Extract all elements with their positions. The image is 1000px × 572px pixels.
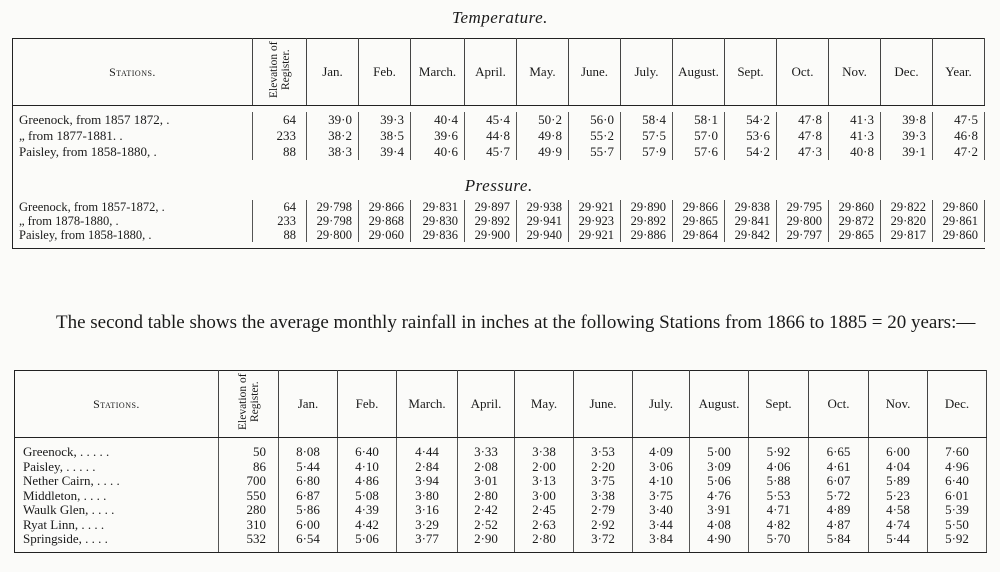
temperature-value: 39·3 <box>881 128 933 144</box>
temperature-value: 38·2 <box>307 128 359 144</box>
month-header: Nov. <box>869 371 928 438</box>
rainfall-value: 4·74 <box>869 518 928 533</box>
month-header: April. <box>458 371 515 438</box>
rainfall-value: 5·00 <box>690 445 749 460</box>
station-name: Middleton, . . . . <box>15 489 219 504</box>
spacer-cell <box>307 242 359 249</box>
pressure-value: 29·866 <box>359 200 411 214</box>
temperature-header-row <box>13 39 985 106</box>
month-header: July. <box>633 371 690 438</box>
rainfall-value: 3·33 <box>458 445 515 460</box>
rainfall-value: 6·40 <box>928 474 987 489</box>
pressure-value: 29·838 <box>725 200 777 214</box>
temperature-value: 39·0 <box>307 112 359 128</box>
station-name: Greenock, from 1857 1872, . <box>13 112 253 128</box>
rainfall-value: 4·42 <box>338 518 397 533</box>
pressure-value: 29·886 <box>621 228 673 242</box>
temperature-value: 41·3 <box>829 112 881 128</box>
rainfall-value: 3·72 <box>574 532 633 547</box>
pressure-value: 29·864 <box>673 228 725 242</box>
month-header: May. <box>517 39 569 106</box>
pressure-value: 29·865 <box>829 228 881 242</box>
spacer-cell <box>809 547 869 553</box>
stations-header: Stations. <box>13 39 253 106</box>
rainfall-row <box>15 460 987 475</box>
station-name: Paisley, from 1858-1880, . <box>13 228 253 242</box>
temperature-value: 47·5 <box>933 112 985 128</box>
temperature-value: 45·4 <box>465 112 517 128</box>
rainfall-value: 3·77 <box>397 532 458 547</box>
rainfall-value: 5·08 <box>338 489 397 504</box>
rainfall-value: 3·84 <box>633 532 690 547</box>
station-name: Greenock, . . . . . <box>15 445 219 460</box>
month-header: Nov. <box>829 39 881 106</box>
spacer-cell <box>933 242 985 249</box>
rainfall-value: 4·82 <box>749 518 809 533</box>
rainfall-value: 5·92 <box>749 445 809 460</box>
rainfall-value: 3·00 <box>515 489 574 504</box>
temperature-value: 40·6 <box>411 144 465 160</box>
pressure-value: 29·941 <box>517 214 569 228</box>
pressure-value: 29·798 <box>307 200 359 214</box>
spacer-cell <box>359 242 411 249</box>
rainfall-value: 4·96 <box>928 460 987 475</box>
elevation-value: 86 <box>219 460 279 475</box>
spacer-cell <box>515 438 574 446</box>
temperature-value: 46·8 <box>933 128 985 144</box>
rainfall-value: 3·94 <box>397 474 458 489</box>
rainfall-value: 2·20 <box>574 460 633 475</box>
rainfall-value: 4·44 <box>397 445 458 460</box>
spacer-cell <box>338 547 397 553</box>
spacer-cell <box>219 438 279 446</box>
rainfall-value: 3·01 <box>458 474 515 489</box>
rainfall-value: 3·16 <box>397 503 458 518</box>
rainfall-value: 3·06 <box>633 460 690 475</box>
rainfall-value: 5·86 <box>279 503 338 518</box>
spacer-cell <box>574 438 633 446</box>
station-name: Paisley, . . . . . <box>15 460 219 475</box>
temperature-value: 49·9 <box>517 144 569 160</box>
temperature-value: 40·4 <box>411 112 465 128</box>
temperature-value: 41·3 <box>829 128 881 144</box>
pressure-value: 29·865 <box>673 214 725 228</box>
elevation-value: 280 <box>219 503 279 518</box>
rainfall-value: 6·80 <box>279 474 338 489</box>
station-name: „ from 1877-1881. . <box>13 128 253 144</box>
temperature-row <box>13 144 985 160</box>
rainfall-value: 4·89 <box>809 503 869 518</box>
pressure-value: 29·866 <box>673 200 725 214</box>
elevation-value: 64 <box>253 200 307 214</box>
pressure-value: 29·817 <box>881 228 933 242</box>
rainfall-row <box>15 532 987 547</box>
rainfall-value: 3·29 <box>397 518 458 533</box>
temperature-value: 47·8 <box>777 128 829 144</box>
rainfall-value: 5·50 <box>928 518 987 533</box>
rainfall-value: 3·38 <box>515 445 574 460</box>
stations-header: Stations. <box>15 371 219 438</box>
pressure-value: 29·830 <box>411 214 465 228</box>
rainfall-table <box>14 370 987 553</box>
month-header: March. <box>411 39 465 106</box>
temperature-value: 45·7 <box>465 144 517 160</box>
spacer-cell <box>338 438 397 446</box>
pressure-value: 29·938 <box>517 200 569 214</box>
rainfall-value: 3·13 <box>515 474 574 489</box>
elevation-value: 88 <box>253 144 307 160</box>
rainfall-value: 5·72 <box>809 489 869 504</box>
elevation-header: Elevation of Register. <box>253 39 307 106</box>
temperature-value: 39·8 <box>881 112 933 128</box>
pressure-value: 29·872 <box>829 214 881 228</box>
rainfall-value: 2·63 <box>515 518 574 533</box>
temperature-value: 55·7 <box>569 144 621 160</box>
station-name: Greenock, from 1857-1872, . <box>13 200 253 214</box>
rainfall-value: 4·04 <box>869 460 928 475</box>
rainfall-value: 5·06 <box>690 474 749 489</box>
month-header: August. <box>690 371 749 438</box>
elevation-header: Elevation of Register. <box>219 371 279 438</box>
spacer-cell <box>749 547 809 553</box>
month-header: Year. <box>933 39 985 106</box>
spacer-cell <box>458 438 515 446</box>
month-header: Dec. <box>881 39 933 106</box>
pressure-value: 29·868 <box>359 214 411 228</box>
rainfall-value: 5·23 <box>869 489 928 504</box>
temperature-value: 39·3 <box>359 112 411 128</box>
rainfall-value: 2·79 <box>574 503 633 518</box>
spacer-cell <box>397 547 458 553</box>
temperature-value: 40·8 <box>829 144 881 160</box>
pressure-value: 29·921 <box>569 200 621 214</box>
rainfall-value: 2·52 <box>458 518 515 533</box>
temperature-pressure-table <box>12 38 985 249</box>
rainfall-value: 5·44 <box>869 532 928 547</box>
temperature-value: 50·2 <box>517 112 569 128</box>
spacer-cell <box>279 438 338 446</box>
pressure-value: 29·831 <box>411 200 465 214</box>
spacer-cell <box>15 547 219 553</box>
rainfall-value: 5·53 <box>749 489 809 504</box>
temperature-value: 55·2 <box>569 128 621 144</box>
temperature-value: 47·8 <box>777 112 829 128</box>
month-header: Feb. <box>338 371 397 438</box>
temperature-value: 39·6 <box>411 128 465 144</box>
rainfall-header-row <box>15 371 987 438</box>
temperature-value: 39·1 <box>881 144 933 160</box>
month-header: Dec. <box>928 371 987 438</box>
spacer-cell <box>673 242 725 249</box>
rainfall-value: 4·58 <box>869 503 928 518</box>
rainfall-row <box>15 489 987 504</box>
elevation-value: 700 <box>219 474 279 489</box>
pressure-value: 29·900 <box>465 228 517 242</box>
pressure-value: 29·860 <box>829 200 881 214</box>
rainfall-value: 2·00 <box>515 460 574 475</box>
elevation-value: 233 <box>253 128 307 144</box>
temperature-value: 56·0 <box>569 112 621 128</box>
spacer-row <box>15 438 987 446</box>
month-header: June. <box>574 371 633 438</box>
pressure-value: 29·897 <box>465 200 517 214</box>
rainfall-value: 4·76 <box>690 489 749 504</box>
pressure-heading-cell <box>13 160 985 200</box>
rainfall-value: 5·70 <box>749 532 809 547</box>
rainfall-value: 5·39 <box>928 503 987 518</box>
month-header: Feb. <box>359 39 411 106</box>
month-header: Sept. <box>749 371 809 438</box>
rainfall-value: 7·60 <box>928 445 987 460</box>
spacer-cell <box>517 242 569 249</box>
rainfall-value: 3·75 <box>574 474 633 489</box>
spacer-cell <box>749 438 809 446</box>
spacer-cell <box>569 242 621 249</box>
temperature-value: 54·2 <box>725 144 777 160</box>
rainfall-value: 3·44 <box>633 518 690 533</box>
rainfall-value: 2·42 <box>458 503 515 518</box>
station-name: Springside, . . . . <box>15 532 219 547</box>
pressure-value: 29·836 <box>411 228 465 242</box>
month-header: July. <box>621 39 673 106</box>
rainfall-value: 6·54 <box>279 532 338 547</box>
pressure-value: 29·798 <box>307 214 359 228</box>
rainfall-row <box>15 474 987 489</box>
station-name: „ from 1878-1880, . <box>13 214 253 228</box>
spacer-cell <box>458 547 515 553</box>
spacer-cell <box>869 438 928 446</box>
pressure-heading-row <box>13 160 985 200</box>
rainfall-value: 3·38 <box>574 489 633 504</box>
rainfall-value: 4·09 <box>633 445 690 460</box>
rainfall-value: 4·08 <box>690 518 749 533</box>
temperature-value: 47·3 <box>777 144 829 160</box>
pressure-row <box>13 200 985 214</box>
rainfall-value: 2·08 <box>458 460 515 475</box>
rainfall-value: 5·88 <box>749 474 809 489</box>
rainfall-row <box>15 445 987 460</box>
spacer-cell <box>219 547 279 553</box>
rainfall-value: 5·89 <box>869 474 928 489</box>
spacer-cell <box>515 547 574 553</box>
rainfall-value: 8·08 <box>279 445 338 460</box>
rainfall-value: 6·01 <box>928 489 987 504</box>
temperature-title: Temperature. <box>452 8 548 27</box>
temperature-row <box>13 128 985 144</box>
month-header: Sept. <box>725 39 777 106</box>
elevation-value: 310 <box>219 518 279 533</box>
pressure-value: 29·800 <box>307 228 359 242</box>
spacer-cell <box>465 242 517 249</box>
rainfall-value: 6·07 <box>809 474 869 489</box>
spacer-cell <box>809 438 869 446</box>
elevation-value: 64 <box>253 112 307 128</box>
spacer-cell <box>777 242 829 249</box>
pressure-value: 29·841 <box>725 214 777 228</box>
rainfall-value: 2·80 <box>458 489 515 504</box>
spacer-cell <box>15 438 219 446</box>
temperature-value: 49·8 <box>517 128 569 144</box>
station-name: Ryat Linn, . . . . <box>15 518 219 533</box>
temperature-value: 44·8 <box>465 128 517 144</box>
temperature-value: 38·3 <box>307 144 359 160</box>
pressure-value: 29·923 <box>569 214 621 228</box>
elevation-value: 88 <box>253 228 307 242</box>
rainfall-value: 2·84 <box>397 460 458 475</box>
rainfall-value: 2·45 <box>515 503 574 518</box>
temperature-value: 39·4 <box>359 144 411 160</box>
pressure-value: 29·800 <box>777 214 829 228</box>
month-header: June. <box>569 39 621 106</box>
temperature-row <box>13 112 985 128</box>
temperature-value: 54·2 <box>725 112 777 128</box>
spacer-row <box>15 547 987 553</box>
rainfall-value: 4·71 <box>749 503 809 518</box>
month-header: May. <box>515 371 574 438</box>
pressure-value: 29·820 <box>881 214 933 228</box>
rainfall-value: 3·53 <box>574 445 633 460</box>
rainfall-row <box>15 503 987 518</box>
rainfall-value: 2·80 <box>515 532 574 547</box>
spacer-cell <box>574 547 633 553</box>
rainfall-value: 4·86 <box>338 474 397 489</box>
temperature-value: 57·9 <box>621 144 673 160</box>
rainfall-value: 4·06 <box>749 460 809 475</box>
elevation-value: 550 <box>219 489 279 504</box>
pressure-value: 29·921 <box>569 228 621 242</box>
pressure-value: 29·860 <box>933 228 985 242</box>
rainfall-value: 5·84 <box>809 532 869 547</box>
rainfall-value: 6·00 <box>869 445 928 460</box>
pressure-value: 29·842 <box>725 228 777 242</box>
spacer-cell <box>253 242 307 249</box>
spacer-cell <box>725 242 777 249</box>
pressure-row <box>13 228 985 242</box>
spacer-cell <box>13 242 253 249</box>
pressure-value: 29·892 <box>465 214 517 228</box>
spacer-cell <box>397 438 458 446</box>
rainfall-value: 6·40 <box>338 445 397 460</box>
rainfall-value: 4·10 <box>633 474 690 489</box>
spacer-cell <box>279 547 338 553</box>
elevation-value: 233 <box>253 214 307 228</box>
spacer-cell <box>869 547 928 553</box>
pressure-value: 29·860 <box>933 200 985 214</box>
pressure-value: 29·795 <box>777 200 829 214</box>
rainfall-value: 3·75 <box>633 489 690 504</box>
elevation-value: 50 <box>219 445 279 460</box>
pressure-value: 29·890 <box>621 200 673 214</box>
spacer-cell <box>928 547 987 553</box>
month-header: Oct. <box>809 371 869 438</box>
rainfall-value: 3·40 <box>633 503 690 518</box>
month-header: April. <box>465 39 517 106</box>
month-header: August. <box>673 39 725 106</box>
rainfall-value: 6·87 <box>279 489 338 504</box>
temperature-value: 47·2 <box>933 144 985 160</box>
rainfall-value: 2·92 <box>574 518 633 533</box>
spacer-cell <box>881 242 933 249</box>
spacer-cell <box>928 438 987 446</box>
temperature-value: 58·1 <box>673 112 725 128</box>
pressure-value: 29·940 <box>517 228 569 242</box>
rainfall-value: 3·80 <box>397 489 458 504</box>
pressure-value: 29·060 <box>359 228 411 242</box>
pressure-value: 29·822 <box>881 200 933 214</box>
month-header: Jan. <box>279 371 338 438</box>
spacer-cell <box>690 547 749 553</box>
temperature-value: 57·0 <box>673 128 725 144</box>
station-name: Nether Cairn, . . . . <box>15 474 219 489</box>
rainfall-value: 5·92 <box>928 532 987 547</box>
rainfall-value: 6·00 <box>279 518 338 533</box>
spacer-row <box>13 242 985 249</box>
rainfall-value: 5·44 <box>279 460 338 475</box>
month-header: Oct. <box>777 39 829 106</box>
rainfall-value: 6·65 <box>809 445 869 460</box>
temperature-value: 58·4 <box>621 112 673 128</box>
elevation-value: 532 <box>219 532 279 547</box>
pressure-value: 29·797 <box>777 228 829 242</box>
rainfall-value: 4·90 <box>690 532 749 547</box>
spacer-cell <box>829 242 881 249</box>
pressure-title: Pressure. <box>464 176 533 195</box>
pressure-value: 29·892 <box>621 214 673 228</box>
spacer-cell <box>621 242 673 249</box>
spacer-cell <box>690 438 749 446</box>
pressure-row <box>13 214 985 228</box>
rainfall-value: 4·87 <box>809 518 869 533</box>
spacer-cell <box>633 438 690 446</box>
rainfall-value: 4·39 <box>338 503 397 518</box>
station-name: Waulk Glen, . . . . <box>15 503 219 518</box>
temperature-value: 57·6 <box>673 144 725 160</box>
rainfall-row <box>15 518 987 533</box>
rainfall-value: 3·91 <box>690 503 749 518</box>
temperature-value: 53·6 <box>725 128 777 144</box>
station-name: Paisley, from 1858-1880, . <box>13 144 253 160</box>
month-header: March. <box>397 371 458 438</box>
rainfall-value: 4·10 <box>338 460 397 475</box>
rainfall-value: 2·90 <box>458 532 515 547</box>
rainfall-value: 3·09 <box>690 460 749 475</box>
month-header: Jan. <box>307 39 359 106</box>
spacer-cell <box>411 242 465 249</box>
pressure-value: 29·861 <box>933 214 985 228</box>
temperature-value: 38·5 <box>359 128 411 144</box>
rainfall-value: 4·61 <box>809 460 869 475</box>
temperature-value: 57·5 <box>621 128 673 144</box>
rainfall-intro-paragraph: The second table shows the average monthly rainfall in inches at the following Stations from 1866 to 1885 = 20 years:— <box>56 312 976 333</box>
spacer-cell <box>633 547 690 553</box>
rainfall-value: 5·06 <box>338 532 397 547</box>
